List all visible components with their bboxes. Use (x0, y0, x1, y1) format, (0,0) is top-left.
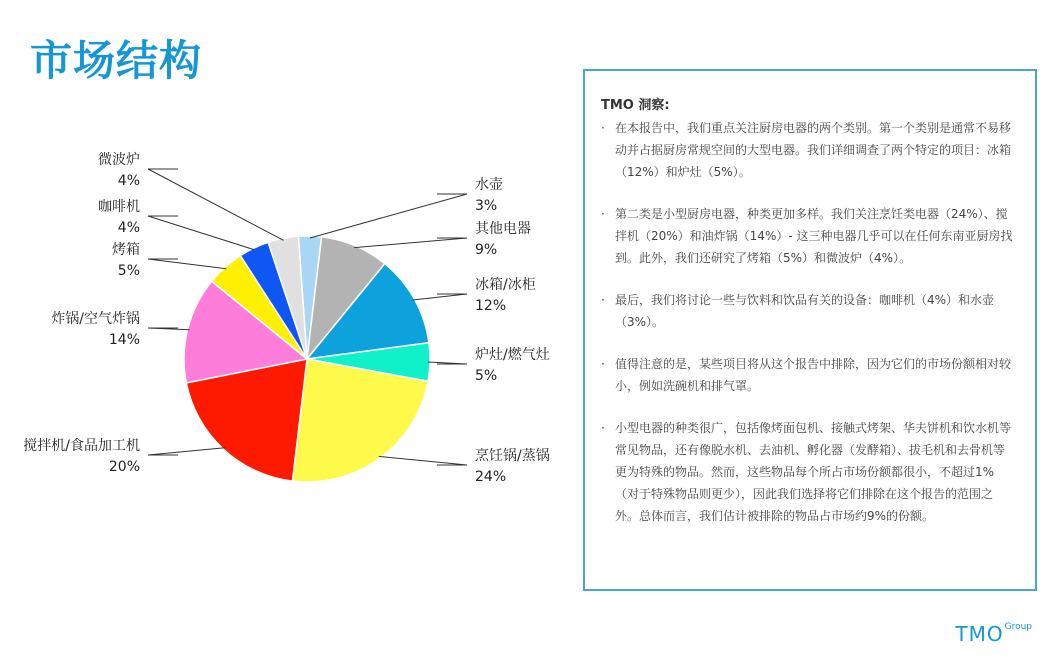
leader-line (148, 259, 226, 269)
slice-value-label: 20% (108, 459, 140, 475)
insight-bullet: · 在本报告中，我们重点关注厨房电器的两个类别。第一个类别是通常不易移动并占据厨房常规空间的大型电器。我们详细调查了两个特定的项目：冰箱（12%）和炉灶（5%）。 (601, 117, 1015, 183)
insight-title: TMO 洞察: (601, 98, 670, 113)
insight-panel (583, 69, 1037, 591)
leader-line (379, 456, 467, 465)
slice-value-label: 14% (108, 332, 140, 348)
slice-label: 搅拌机/食品加工机 (23, 438, 140, 454)
slice-label: 冰箱/冰柜 (475, 277, 536, 293)
logo-subtext: Group (1004, 622, 1032, 632)
slice-label: 烹饪锅/蒸锅 (475, 448, 550, 464)
slice-value-label: 9% (475, 242, 498, 258)
slice-value-label: 12% (475, 298, 507, 314)
insight-bullet: · 值得注意的是，某些项目将从这个报告中排除，因为它们的市场份额相对较小，例如洗碗机和排气罩。 (601, 353, 1015, 397)
insight-bullet: · 小型电器的种类很广，包括像烤面包机、接触式烤架、华夫饼机和饮水机等常见物品，还有像脱水机、去油机、孵化器（发酵箱）、拔毛机和去骨机等更为特殊的物品。然而，这些物品每个所占市场份额都很小，不超过1%（对于特殊物品则更少），因此我们选择将它们排除在这个报告的范围之外。总体而言，我们估计被排除的物品占市场约9%的份额。 (601, 417, 1015, 527)
insight-list (601, 117, 1015, 527)
slice-value-label: 24% (475, 469, 507, 485)
leader-line (354, 238, 467, 248)
leader-line (310, 194, 467, 238)
pie-slice (292, 359, 428, 482)
slice-value-label: 5% (117, 263, 140, 279)
leader-line (148, 169, 284, 240)
slice-label: 微波炉 (98, 152, 140, 168)
insight-bullet: · 最后，我们将讨论一些与饮料和饮品有关的设备：咖啡机（4%）和水壶（3%）。 (601, 289, 1015, 333)
slice-value-label: 3% (475, 198, 498, 214)
slice-value-label: 4% (117, 220, 140, 236)
brand-logo (955, 622, 1032, 646)
logo-text: TMO (955, 622, 1004, 646)
slice-label: 水壶 (475, 177, 503, 193)
leader-line (148, 448, 225, 455)
page-title: 市场结构 (30, 36, 203, 85)
slice-label: 炉灶/燃气灶 (475, 347, 550, 363)
slice-label: 咖啡机 (98, 199, 140, 215)
slice-value-label: 4% (117, 173, 140, 189)
slice-label: 其他电器 (475, 221, 531, 237)
slice-label: 炸锅/空气炸锅 (51, 311, 140, 327)
slice-label: 烤箱 (112, 242, 140, 258)
insight-bullet: · 第二类是小型厨房电器，种类更加多样。我们关注烹饪类电器（24%）、搅拌机（20%）和油炸锅（14%）- 这三种电器几乎可以在任何东南亚厨房找到。此外，我们还研究了烤箱（5%）和微波炉（4%）。 (601, 203, 1015, 269)
leader-line (413, 294, 467, 300)
leader-line (148, 216, 255, 250)
slice-value-label: 5% (475, 368, 498, 384)
